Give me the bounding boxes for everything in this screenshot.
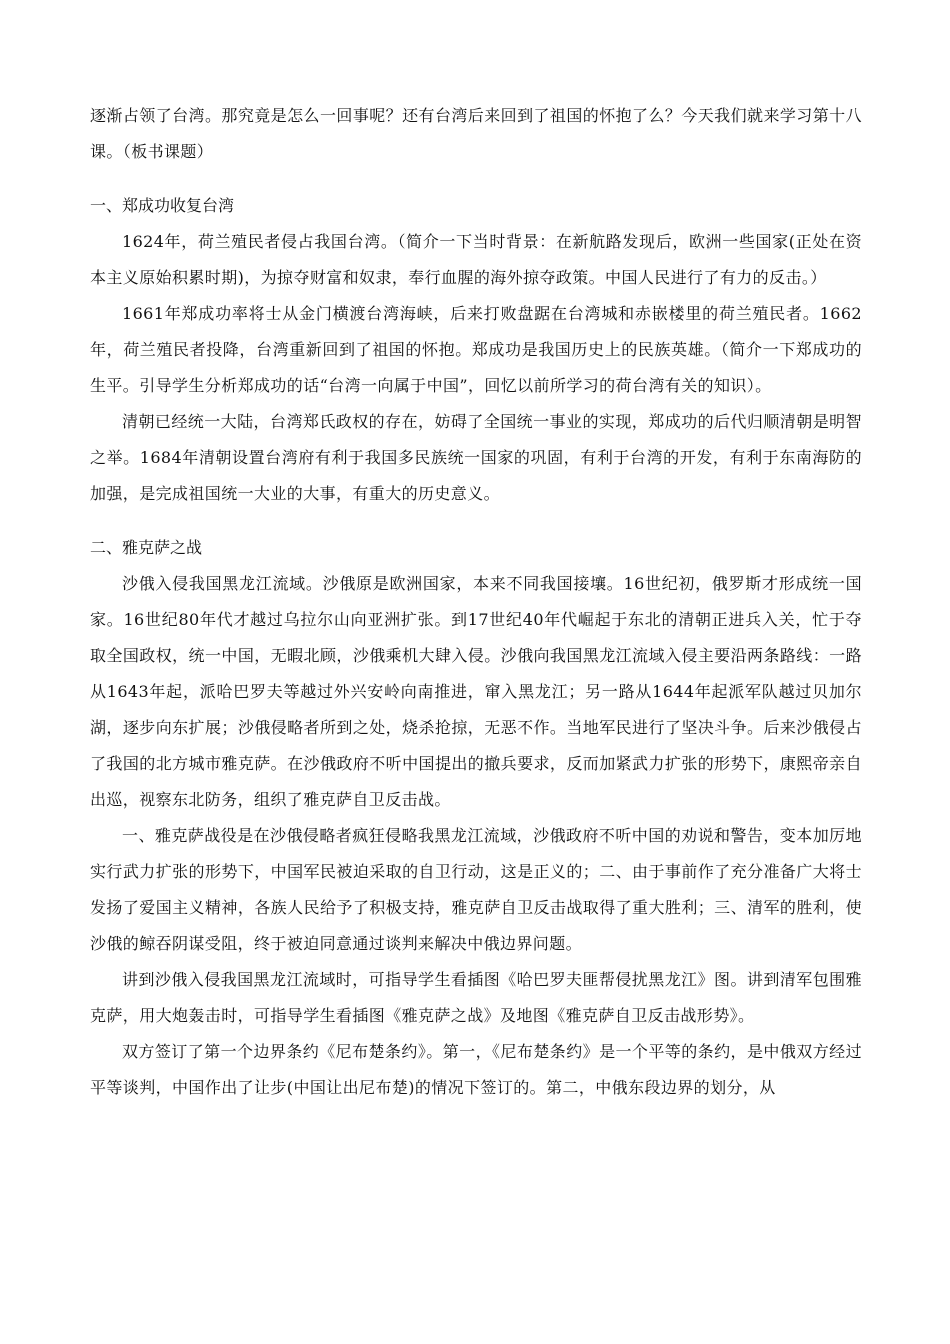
document-page [90,98,862,1106]
section-gap [90,170,862,188]
section-gap [90,512,862,530]
section1-paragraph: 清朝已经统一大陆，台湾郑氏政权的存在，妨碍了全国统一事业的实现，郑成功的后代归顺清朝是明智之举。1684年清朝设置台湾府有利于我国多民族统一国家的巩固，有利于台湾的开发，有利于东南海防的加强，是完成祖国统一大业的大事，有重大的历史意义。 [90,412,862,503]
section2-paragraph: 讲到沙俄入侵我国黑龙江流域时，可指导学生看插图《哈巴罗夫匪帮侵扰黑龙江》图。讲到清军包围雅克萨，用大炮轰击时，可指导学生看插图《雅克萨之战》及地图《雅克萨自卫反击战形势》。 [90,970,862,1025]
section2-paragraph: 沙俄入侵我国黑龙江流域。沙俄原是欧洲国家，本来不同我国接壤。16世纪初，俄罗斯才形成统一国家。16世纪80年代才越过乌拉尔山向亚洲扩张。到17世纪40年代崛起于东北的清朝正进兵入关，忙于夺取全国政权，统一中国，无暇北顾，沙俄乘机大肆入侵。沙俄向我国黑龙江流域入侵主要沿两条路线：一路从1643年起，派哈巴罗夫等越过外兴安岭向南推进，窜入黑龙江；另一路从1644年起派军队越过贝加尔湖，逐步向东扩展；沙俄侵略者所到之处，烧杀抢掠，无恶不作。当地军民进行了坚决斗争。后来沙俄侵占了我国的北方城市雅克萨。在沙俄政府不听中国提出的撤兵要求，反而加紧武力扩张的形势下，康熙帝亲自出巡，视察东北防务，组织了雅克萨自卫反击战。 [90,574,862,809]
intro-paragraph: 逐渐占领了台湾。那究竟是怎么一回事呢？还有台湾后来回到了祖国的怀抱了么？今天我们就来学习第十八课。（板书课题） [90,106,862,161]
section1-paragraph: 1624年，荷兰殖民者侵占我国台湾。（简介一下当时背景：在新航路发现后，欧洲一些国家(正处在资本主义原始积累时期)，为掠夺财富和奴隶，奉行血腥的海外掠夺政策。中国人民进行了有力的反击。） [90,232,862,287]
section1-paragraph: 1661年郑成功率将士从金门横渡台湾海峡，后来打败盘踞在台湾城和赤嵌楼里的荷兰殖民者。1662年，荷兰殖民者投降，台湾重新回到了祖国的怀抱。郑成功是我国历史上的民族英雄。（简介一下郑成功的生平。引导学生分析郑成功的话“台湾一向属于中国”，回忆以前所学习的荷台湾有关的知识）。 [90,304,862,395]
section2-paragraph: 双方签订了第一个边界条约《尼布楚条约》。第一，《尼布楚条约》是一个平等的条约，是中俄双方经过平等谈判，中国作出了让步(中国让出尼布楚)的情况下签订的。第二，中俄东段边界的划分，从 [90,1042,862,1097]
section2-heading: 二、雅克萨之战 [90,538,203,557]
section1-heading: 一、郑成功收复台湾 [90,196,235,215]
section2-paragraph: 一、雅克萨战役是在沙俄侵略者疯狂侵略我黑龙江流域，沙俄政府不听中国的劝说和警告，变本加厉地实行武力扩张的形势下，中国军民被迫采取的自卫行动，这是正义的；二、由于事前作了充分准备广大将士发扬了爱国主义精神，各族人民给予了积极支持，雅克萨自卫反击战取得了重大胜利；三、清军的胜利，使沙俄的鲸吞阴谋受阻，终于被迫同意通过谈判来解决中俄边界问题。 [90,826,862,953]
